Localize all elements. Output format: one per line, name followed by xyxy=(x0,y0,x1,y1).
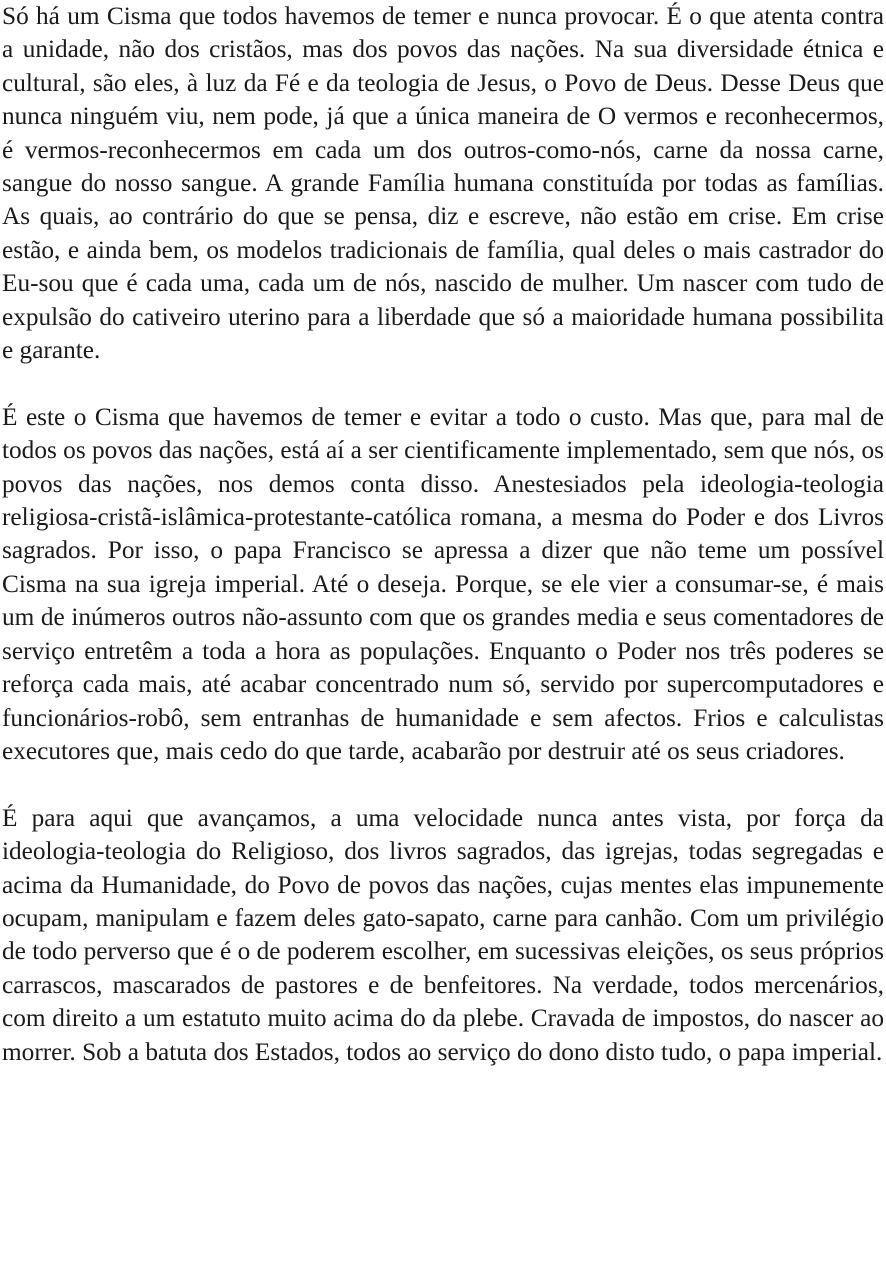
paragraph-3: É para aqui que avançamos, a uma velocidade nunca antes vista, por força da ideologia-teologia do Religioso, dos livros sagrados, das igrejas, todas segregadas e acima da Humanidade, do Povo de povos das nações, cujas mentes elas impunemente ocupam, manipulam e fazem deles gato-sapato, carne para canhão. Com um privilégio de todo perverso que é o de poderem escolher, em sucessivas eleições, os seus próprios carrascos, mascarados de pastores e de benfeitores. Na verdade, todos mercenários, com direito a um estatuto muito acima do da plebe. Cravada de impostos, do nascer ao morrer. Sob a batuta dos Estados, todos ao serviço do dono disto tudo, o papa imperial. xyxy=(2,803,884,1066)
paragraph-2: É este o Cisma que havemos de temer e evitar a todo o custo. Mas que, para mal de todos os povos das nações, está aí a ser cientificamente implementado, sem que nós, os povos das nações, nos demos conta disso. Anestesiados pela ideologia-teologia religiosa-cristã-islâmica-protestante-católica romana, a mesma do Poder e dos Livros sagrados. Por isso, o papa Francisco se apressa a dizer que não teme um possível Cisma na sua igreja imperial. Até o deseja. Porque, se ele vier a consumar-se, é mais um de inúmeros outros não-assunto com que os grandes media e seus comentadores de serviço entretêm a toda a hora as populações. Enquanto o Poder nos três poderes se reforça cada mais, até acabar concentrado num só, servido por supercomputadores e funcionários-robô, sem entranhas de humanidade e sem afectos. Frios e calculistas executores que, mais cedo do que tarde, acabarão por destruir até os seus criadores. xyxy=(2,402,884,765)
document-page xyxy=(2,0,884,1069)
paragraph-1: Só há um Cisma que todos havemos de temer e nunca provocar. É o que atenta contra a unidade, não dos cristãos, mas dos povos das nações. Na sua diversidade étnica e cultural, são eles, à luz da Fé e da teologia de Jesus, o Povo de Deus. Desse Deus que nunca ninguém viu, nem pode, já que a única maneira de O vermos e reconhecermos, é vermos-reconhecermos em cada um dos outros-como-nós, carne da nossa carne, sangue do nosso sangue. A grande Família humana constituída por todas as famílias. As quais, ao contrário do que se pensa, diz e escreve, não estão em crise. Em crise estão, e ainda bem, os modelos tradicionais de família, qual deles o mais castrador do Eu-sou que é cada uma, cada um de nós, nascido de mulher. Um nascer com tudo de expulsão do cativeiro uterino para a liberdade que só a maioridade humana possibilita e garante. xyxy=(2,2,884,365)
